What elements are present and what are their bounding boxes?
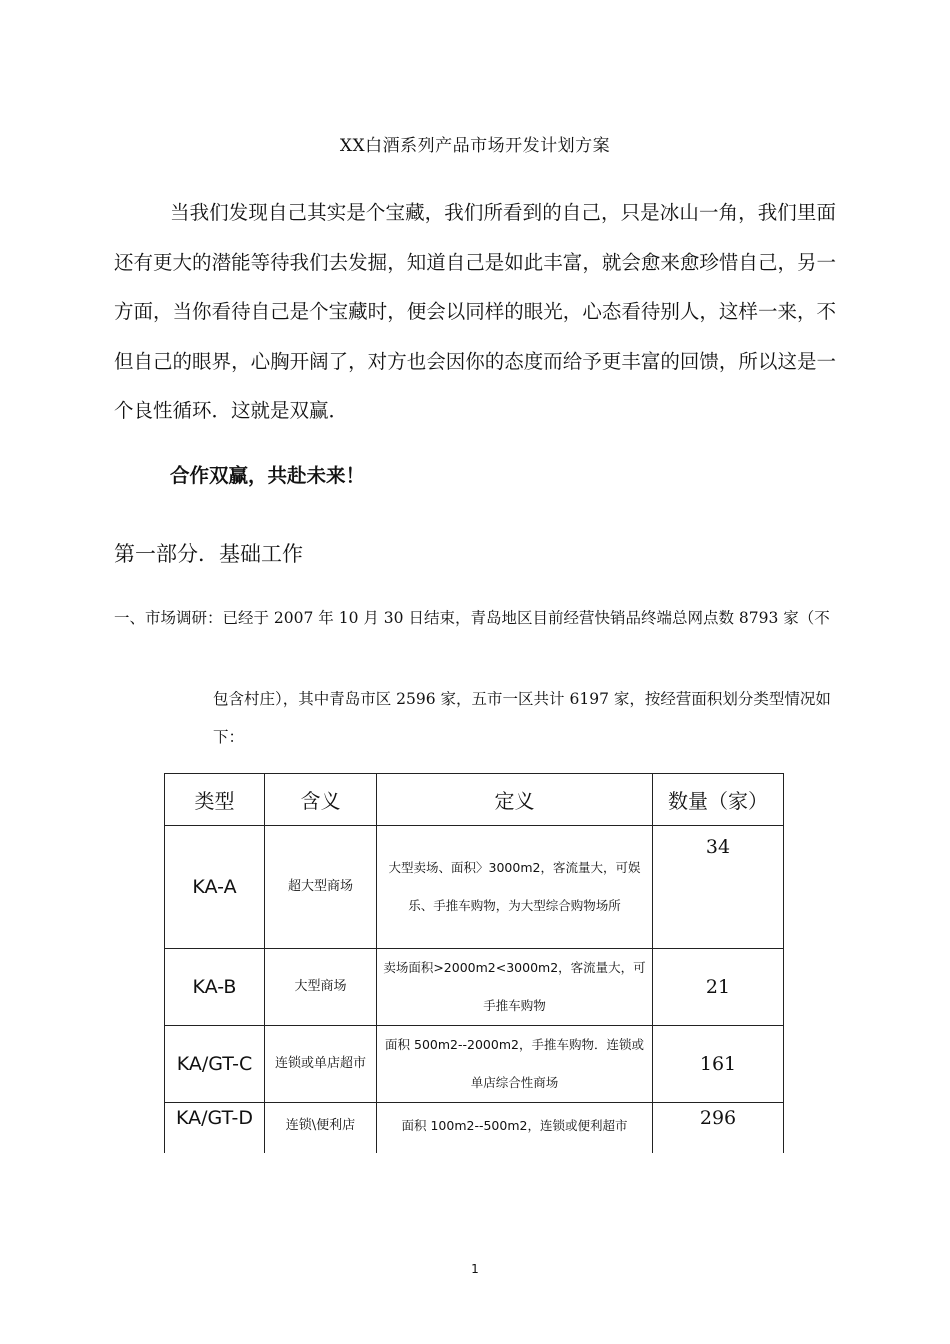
table-row [165, 1026, 784, 1103]
table-header-row [165, 774, 784, 826]
cell-count: 296 [653, 1103, 784, 1154]
document-title: XX白酒系列产品市场开发计划方案 [339, 136, 611, 156]
header-type: 类型 [165, 774, 265, 826]
cell-meaning: 连锁或单店超市 [265, 1026, 377, 1103]
cell-type: KA-A [165, 826, 265, 949]
table-row [165, 826, 784, 949]
cell-type: KA/GT-C [165, 1026, 265, 1103]
cell-count: 161 [653, 1026, 784, 1103]
section-heading: 第一部分．基础工作 [114, 542, 303, 566]
header-meaning: 含义 [265, 774, 377, 826]
cell-type: KA/GT-D [165, 1103, 265, 1154]
cell-definition: 大型卖场、面积〉3000m2，客流量大，可娱乐、手推车购物，为大型综合购物场所 [377, 826, 653, 949]
outlet-type-table [164, 773, 784, 1153]
cell-definition: 面积 500m2--2000m2，手推车购物．连锁或单店综合性商场 [377, 1026, 653, 1103]
cell-meaning: 大型商场 [265, 949, 377, 1026]
cell-definition: 卖场面积>2000m2<3000m2，客流量大，可手推车购物 [377, 949, 653, 1026]
cell-meaning: 超大型商场 [265, 826, 377, 949]
slogan: 合作双赢，共赴未来！ [170, 464, 366, 487]
cell-count: 34 [653, 826, 784, 949]
table-row [165, 949, 784, 1026]
cell-type: KA-B [165, 949, 265, 1026]
header-definition: 定义 [377, 774, 653, 826]
cell-definition: 面积 100m2--500m2，连锁或便利超市 [377, 1103, 653, 1154]
market-research-paragraph: 一、市场调研：已经于 2007 年 10 月 30 日结束，青岛地区目前经营快销品终端总网点数 8793 家（不 [114, 609, 830, 627]
cell-count: 21 [653, 949, 784, 1026]
market-research-continuation: 包含村庄），其中青岛市区 2596 家，五市一区共计 6197 家，按经营面积划分类型情况如下： [213, 690, 831, 746]
table-row [165, 1103, 784, 1154]
intro-paragraph: 当我们发现自己其实是个宝藏，我们所看到的自己，只是冰山一角，我们里面还有更大的潜能等待我们去发掘，知道自己是如此丰富，就会愈来愈珍惜自己，另一方面，当你看待自己是个宝藏时，便会以同样的眼光，心态看待别人，这样一来，不但自己的眼界，心胸开阔了，对方也会因你的态度而给予更丰富的回馈，所以这是一个良性循环．这就是双赢． [114, 201, 836, 422]
page-number: 1 [471, 1262, 479, 1276]
cell-meaning: 连锁\便利店 [265, 1103, 377, 1154]
header-count: 数量（家） [653, 774, 784, 826]
